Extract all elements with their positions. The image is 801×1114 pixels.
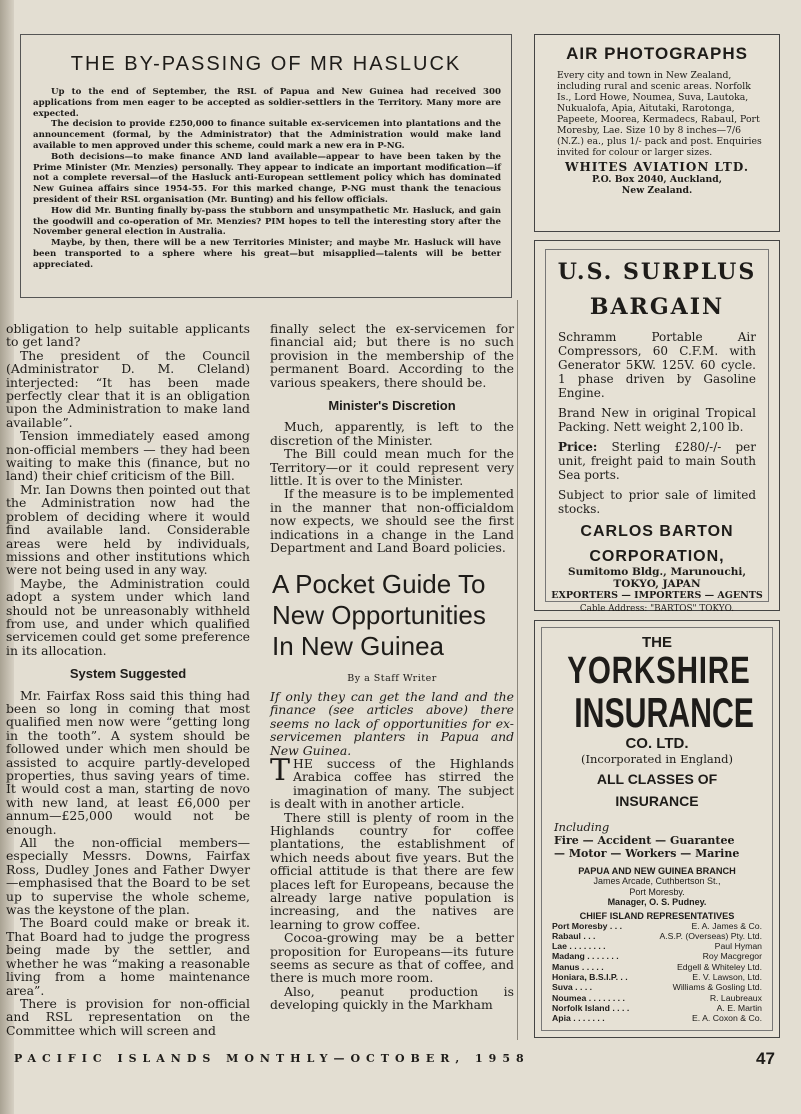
paragraph: The Bill could mean much for the Territory—or it could represent very little. It is over to the Minister. bbox=[270, 446, 514, 489]
subheading-system-suggested: System Suggested bbox=[69, 666, 187, 682]
rep-row bbox=[552, 931, 762, 941]
ad-cable-address: Cable Address: "BARTOS" TOKYO. bbox=[579, 604, 735, 614]
ad-body: Every city and town in New Zealand, including rural and scenic areas. Norfolk Is., Lord Howe, Noumea, Suva, Lautoka, Nukualofa, Apia, Aitutaki, Rarotonga, Papeete, Moorea, Kermadecs, Rabaul, Port Moresby, Lae. Size 10 by 8 inches—7/6 (N.Z.) ea., plus 1/- pack and post. Enquiries invited for colour or larger sizes. bbox=[557, 70, 762, 158]
ad-paragraph: Schramm Portable Air Compressors, 60 C.F.M. with Generator 5KW. 125V. 60 cycle. 1 phase driven by Gasoline Engine. bbox=[558, 330, 756, 400]
guide-article-title: A Pocket Guide To New Opportunities In New Guinea bbox=[272, 568, 486, 661]
ad-headline: AIR PHOTOGRAPHS bbox=[566, 44, 748, 63]
rep-row bbox=[552, 921, 762, 931]
ad-inner-frame bbox=[545, 249, 769, 614]
paragraph: The Board could make or break it. That Board had to judge the progress being made by the settler, and whether he was “making a reasonable living from a home maintenance area”. bbox=[6, 915, 250, 998]
ad-manager: Manager, O. S. Pudney. bbox=[607, 897, 707, 907]
paragraph: Mr. Fairfax Ross said this thing had been so long in coming that most qualified men now were “getting long in the tooth”. A system should be followed under which men should be assisted to acquire partly-developed properties, thus saving years of time. It would cost a man, starting de novo with new land, at least £6,000 per annum—£25,000 would not be enough. bbox=[6, 687, 250, 837]
rep-place: Madang . . . . . . . bbox=[552, 951, 619, 962]
rep-agent: R. Laubreaux bbox=[709, 992, 762, 1003]
rep-row bbox=[552, 982, 762, 992]
ad-name-insurance: INSURANCE bbox=[574, 689, 754, 736]
rep-place: Noumea . . . . . . . . bbox=[552, 992, 625, 1003]
rep-place: Lae . . . . . . . . bbox=[552, 941, 606, 952]
rep-place: Norfolk Island . . . . bbox=[552, 1002, 630, 1013]
ad-price-paragraph bbox=[558, 440, 756, 482]
ad-corp-name: CARLOS BARTON bbox=[580, 523, 734, 540]
price-label: Price: bbox=[558, 440, 598, 454]
ad-including: Including bbox=[554, 820, 610, 834]
rep-row bbox=[552, 1003, 762, 1013]
rep-place: Manus . . . . . bbox=[552, 961, 604, 972]
page-number: 47 bbox=[756, 1049, 775, 1068]
guide-intro: If only they can get the land and the finance (see articles above) there seems no lack of opportunities for ex-servicemen planters in Papua and New Guinea. bbox=[270, 688, 514, 758]
paragraph: The president of the Council (Administrator D. M. Cleland) interjected: “It has been made perfectly clear that it is an obligation upon the Administration to make land available”. bbox=[6, 347, 250, 430]
rep-agent: E. A. James & Co. bbox=[691, 920, 762, 931]
paragraph: finally select the ex-servicemen for financial aid; but there is no such provision in the membership of the permanent Board. According to the various speakers, there should be. bbox=[270, 321, 514, 390]
rep-agent: A.S.P. (Overseas) Pty. Ltd. bbox=[659, 930, 762, 941]
ad-paragraph: Brand New in original Tropical Packing. Nett weight 2,100 lb. bbox=[558, 406, 756, 434]
rep-row bbox=[552, 972, 762, 982]
rep-agent: Williams & Gosling Ltd. bbox=[672, 982, 762, 993]
subheading-ministers-discretion: Minister's Discretion bbox=[328, 398, 456, 414]
ad-yorkshire-insurance bbox=[534, 620, 780, 1038]
paragraph: Much, apparently, is left to the discretion of the Minister. bbox=[270, 419, 514, 448]
rep-place: Honiara, B.S.I.P. . . bbox=[552, 971, 628, 982]
ad-all-classes: INSURANCE bbox=[615, 793, 699, 809]
ad-headline-2: BARGAIN bbox=[589, 294, 725, 320]
boxed-paragraph: How did Mr. Bunting finally by-pass the stubborn and unsympathetic Mr. Hasluck, and gain the goodwill and co-operation of Mr. Menzies? PIM hopes to tell the interesting story after the November general election in Australia. bbox=[33, 205, 501, 238]
boxed-article-body bbox=[33, 87, 501, 271]
ad-branch: PAPUA AND NEW GUINEA BRANCH bbox=[578, 866, 736, 876]
boxed-article-title: THE BY-PASSING OF MR HASLUCK bbox=[70, 53, 462, 75]
rep-place: Port Moresby . . . bbox=[552, 920, 622, 931]
guide-first-paragraph bbox=[270, 752, 514, 812]
ad-company: WHITES AVIATION LTD. bbox=[564, 160, 750, 174]
rep-agent: A. E. Martin bbox=[716, 1002, 762, 1013]
ad-lines: Fire — Accident — Guarantee bbox=[554, 834, 735, 847]
ad-branch-address: James Arcade, Cuthbertson St., bbox=[593, 876, 721, 886]
ad-branch-address: Port Moresby. bbox=[629, 886, 685, 897]
rep-row bbox=[552, 962, 762, 972]
boxed-paragraph: Up to the end of September, the RSL of Papua and New Guinea had received 300 applications from men eager to be accepted as soldier-settlers in the Territory. Many more are expected. bbox=[33, 87, 501, 119]
ad-name-yorkshire: YORKSHIRE bbox=[567, 650, 751, 692]
ad-co-ltd: CO. LTD. bbox=[625, 735, 689, 752]
rep-agent: E. A. Coxon & Co. bbox=[691, 1013, 762, 1024]
rep-agent: Edgell & Whiteley Ltd. bbox=[677, 961, 762, 972]
ad-us-surplus bbox=[534, 240, 780, 614]
ad-the: THE bbox=[642, 634, 672, 651]
ad-reps-heading: CHIEF ISLAND REPRESENTATIVES bbox=[579, 910, 735, 921]
price-text: Sterling £280/-/- per unit, freight paid to main South Sea ports. bbox=[558, 440, 756, 482]
ad-address-line: P.O. Box 2040, Auckland, bbox=[591, 174, 723, 185]
first-paragraph-text: HE success of the Highlands Arabica coffee has stirred the imagination of many. The subject is dealt with in another article. bbox=[270, 755, 514, 812]
drop-cap: T bbox=[270, 752, 291, 788]
rep-row bbox=[552, 951, 762, 961]
ad-corp-name: CORPORATION, bbox=[589, 548, 725, 565]
boxed-paragraph: The decision to provide £250,000 to finance suitable ex-servicemen into plantations and the announcement (formal, by the Administrator) that the Administration would make land available to men approved under this scheme, could mark a new era in P-NG. bbox=[33, 119, 501, 151]
ad-body bbox=[558, 330, 756, 516]
rep-place: Rabaul . . . bbox=[552, 930, 596, 941]
ad-address-line: New Zealand. bbox=[621, 185, 693, 196]
ad-address-line: Sumitomo Bldg., Marunouchi, bbox=[568, 566, 746, 578]
ad-incorporated: (Incorporated in England) bbox=[580, 752, 734, 766]
paragraph: Also, peanut production is developing quickly in the Markham bbox=[270, 983, 514, 1013]
ad-address-line: TOKYO, JAPAN bbox=[613, 578, 701, 590]
article-column-2 bbox=[270, 322, 514, 1012]
rep-row bbox=[552, 1013, 762, 1023]
paragraph: obligation to help suitable applicants to get land? bbox=[6, 321, 250, 350]
ad-all-classes: ALL CLASSES OF bbox=[596, 771, 718, 787]
paragraph: Cocoa-growing may be a better proposition for Europeans—its future seems as secure as that of coffee, and there is much more room. bbox=[270, 930, 514, 986]
paragraph: All the non-official members—especially Messrs. Downs, Fairfax Ross, Dudley Jones and Father Dwyer—emphasised that the Board to be set up to supervise the whole scheme, was the keystone of the plan. bbox=[6, 835, 250, 918]
paragraph: Tension immediately eased among non-official members — they had been waiting to make this (finance, but no land) their chief criticism of the Bill. bbox=[6, 428, 250, 484]
ad-lines: — Motor — Workers — Marine bbox=[554, 847, 740, 860]
rep-row bbox=[552, 993, 762, 1003]
paragraph: There is provision for non-official and RSL representation on the Committee which will screen and bbox=[6, 995, 250, 1038]
paragraph: Mr. Ian Downs then pointed out that the Administration now had the problem of deciding where it would find available land. Considerable areas were held by individuals, missions and other institutions which were not being used in any way. bbox=[6, 481, 250, 578]
ad-headline-1: U.S. SURPLUS bbox=[557, 259, 757, 285]
paragraph: If the measure is to be implemented in the manner that non-officialdom now expects, we should see the first indications in a change in the Land Department and Land Board policies. bbox=[270, 486, 514, 556]
ad-address-line: EXPORTERS — IMPORTERS — AGENTS bbox=[551, 590, 763, 601]
rep-row bbox=[552, 941, 762, 951]
running-footer: PACIFIC ISLANDS MONTHLY—OCTOBER, 1958 bbox=[14, 1052, 530, 1065]
rep-agent: E. V. Lawson, Ltd. bbox=[692, 971, 762, 982]
paragraph: There still is plenty of room in the Highlands country for coffee plantations, the establishment of which needs about five years. But the official attitude is that there are few places left for Europeans, because the already large native population is increasing, and the natives are learning to grow coffee. bbox=[270, 809, 514, 932]
rep-place: Apia . . . . . . . bbox=[552, 1013, 605, 1024]
boxed-paragraph: Both decisions—to make finance AND land available—appear to have been taken by the Prime Minister (Mr. Menzies) personally. They appear to indicate an important modification—if not a complete reversal—of the Hasluck anti-European settlement policy which has dominated New Guinea affairs since 1954-55. For this marked change, P-NG must thank the tenacious president of their RSL organisation (Mr. Bunting) and his fellow officials. bbox=[33, 151, 501, 205]
rep-agent: Paul Hyman bbox=[714, 941, 762, 952]
rep-place: Suva . . . . bbox=[552, 982, 593, 993]
boxed-paragraph: Maybe, by then, there will be a new Territories Minister; and maybe Mr. Hasluck will have been transported to a sphere where his great—but misapplied—talents will be better appreciated. bbox=[33, 238, 501, 270]
byline: By a Staff Writer bbox=[347, 672, 437, 684]
article-column-1 bbox=[6, 322, 250, 1037]
ad-inner-frame bbox=[541, 627, 773, 1031]
rep-agent: Roy Macgregor bbox=[702, 951, 762, 962]
ad-air-photographs bbox=[534, 34, 780, 232]
paragraph: Maybe, the Administration could adopt a system under which land should not be unreasonably withheld from use, and under which qualified servicemen could get some preference in its allocation. bbox=[6, 575, 250, 658]
boxed-article bbox=[20, 34, 512, 298]
column-divider bbox=[517, 300, 518, 1040]
ad-paragraph: Subject to prior sale of limited stocks. bbox=[558, 488, 756, 516]
